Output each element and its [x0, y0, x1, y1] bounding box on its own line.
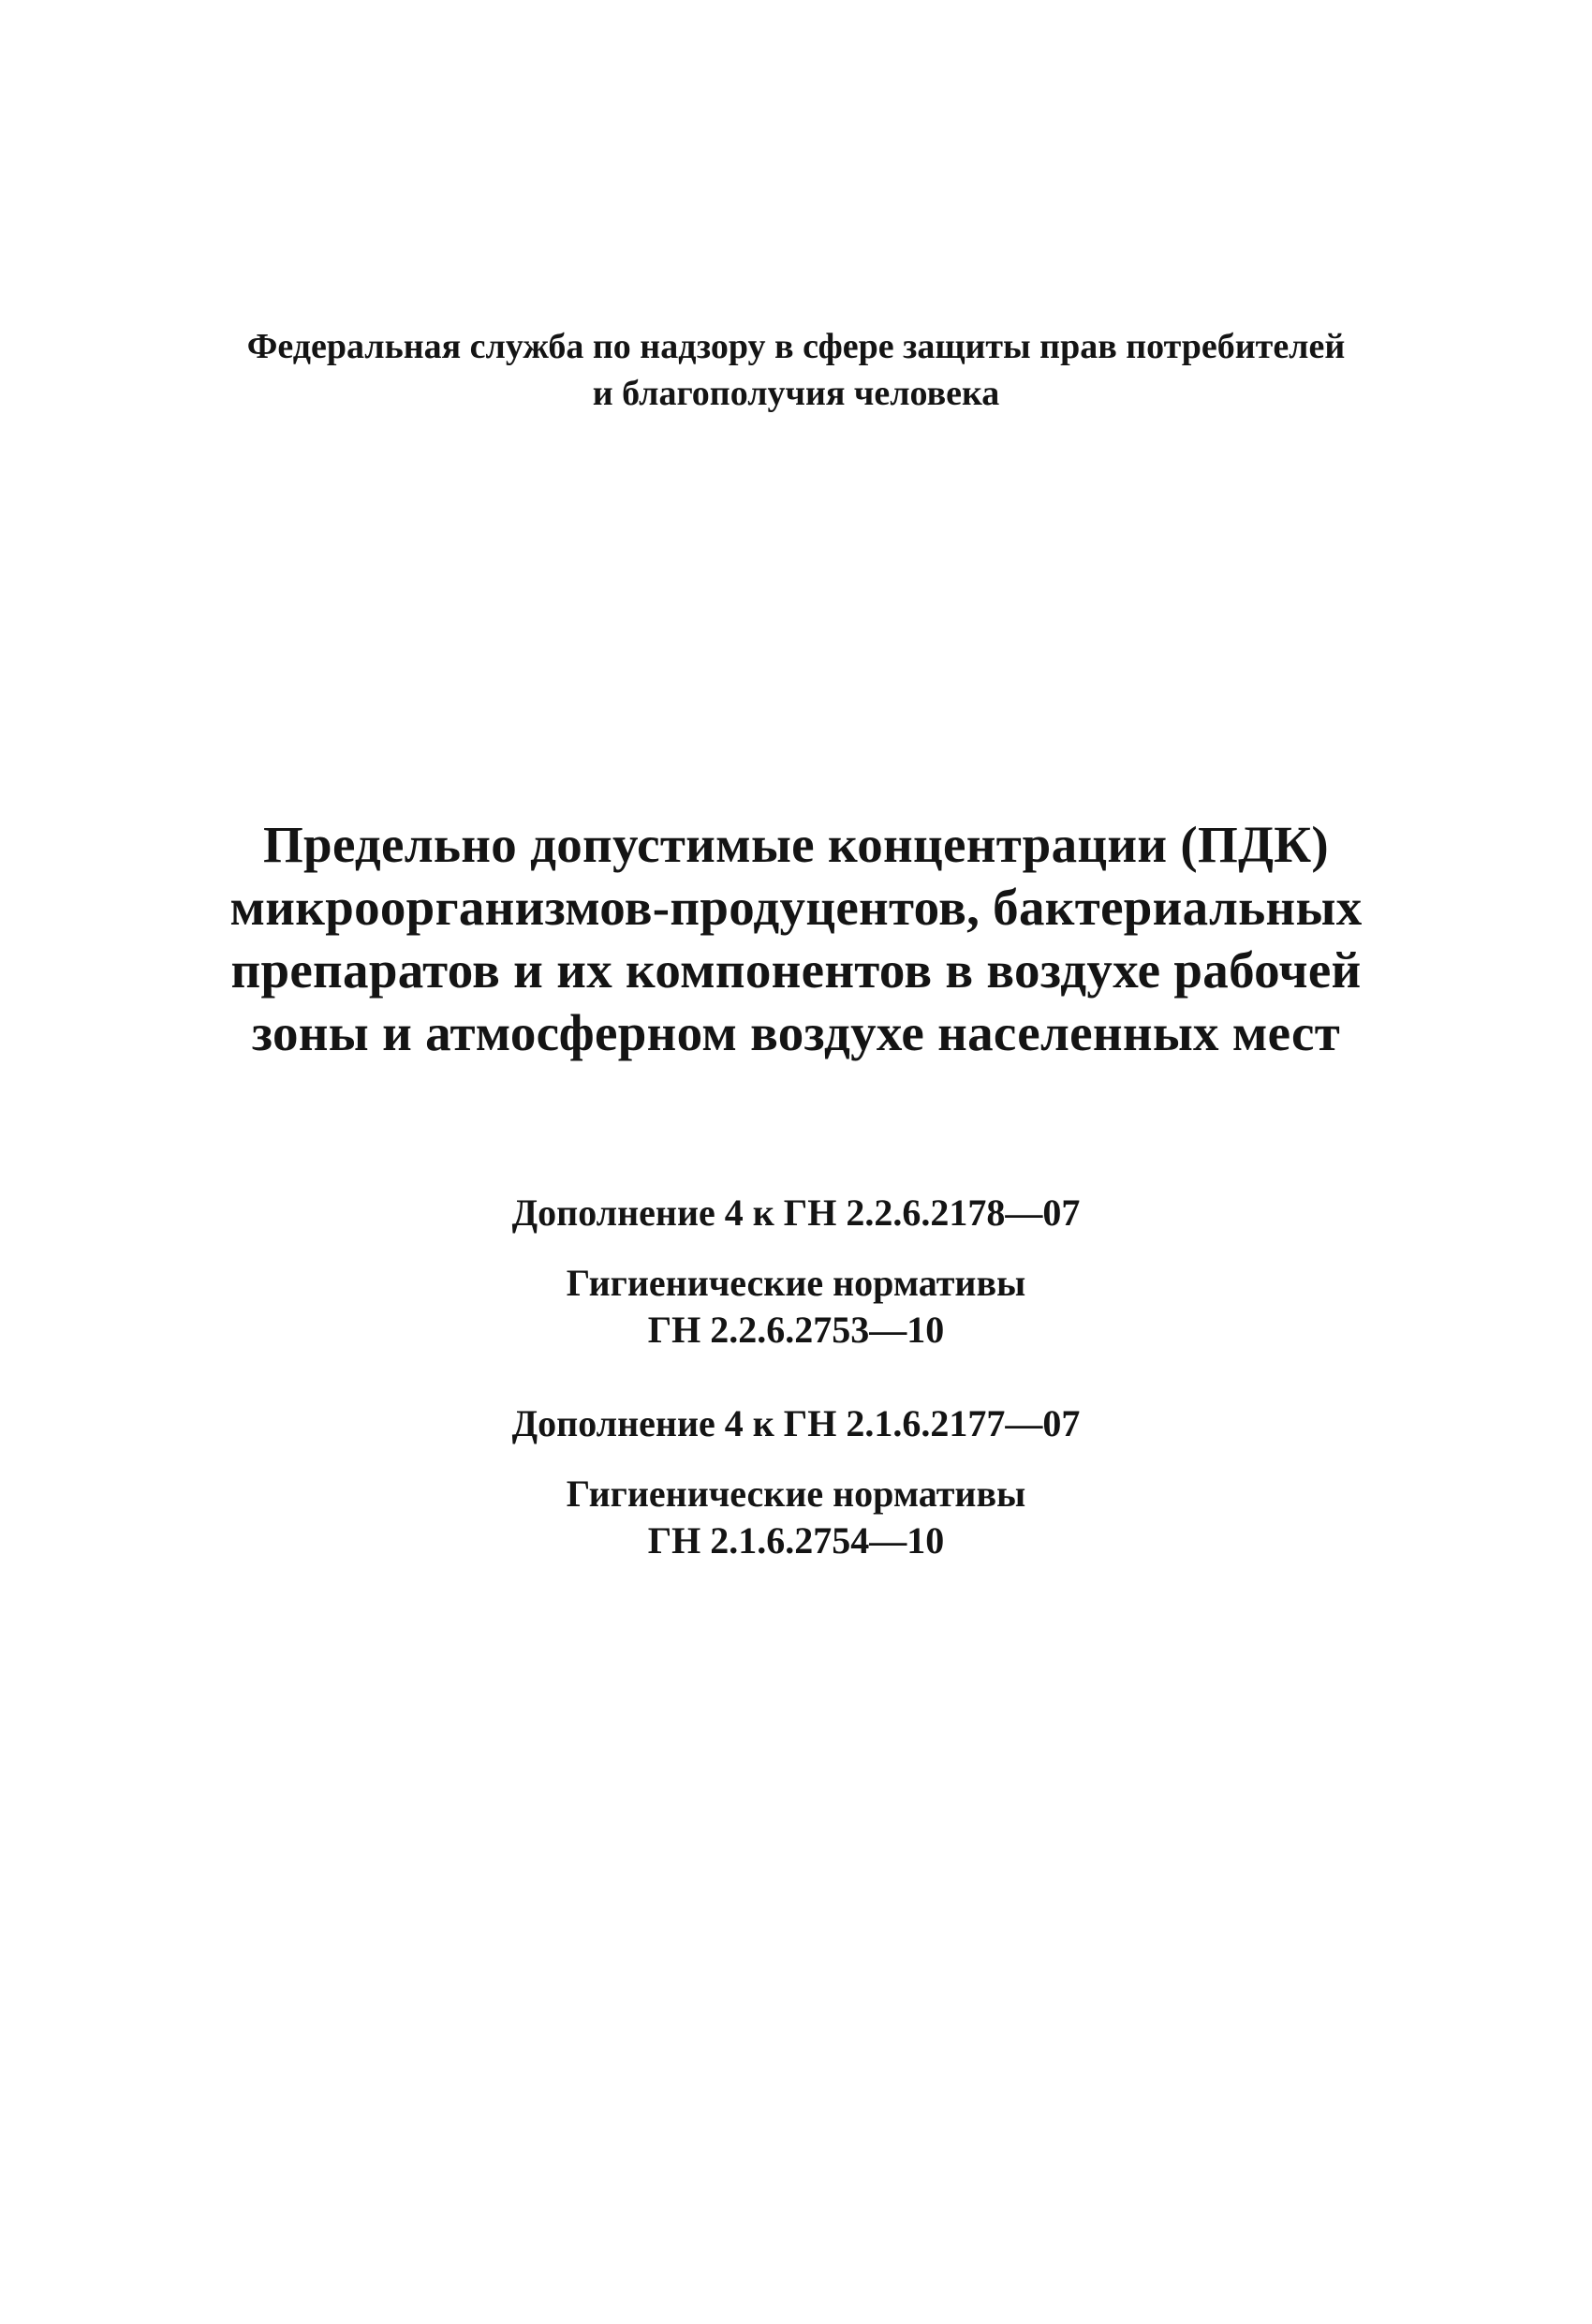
title-line-3: препаратов и их компонентов в воздухе рабочей: [230, 941, 1362, 999]
supplement-2: [0, 1400, 1592, 1447]
norms-2-code: ГН 2.1.6.2754—10: [647, 1519, 945, 1562]
supplement-1: [0, 1190, 1592, 1236]
agency-line-1: Федеральная служба по надзору в сфере защиты прав потребителей: [246, 327, 1346, 366]
document-title: [0, 813, 1592, 1064]
agency-line-2: и благополучия человека: [592, 374, 1000, 413]
supplement-2-text: Дополнение 4 к ГН 2.1.6.2177—07: [511, 1402, 1081, 1444]
agency-name: [0, 323, 1592, 417]
norms-1-label: Гигиенические нормативы: [566, 1262, 1026, 1304]
norms-2-label: Гигиенические нормативы: [566, 1473, 1026, 1515]
title-line-4: зоны и атмосферном воздухе населенных мест: [251, 1004, 1341, 1061]
hygienic-norms-1: [0, 1260, 1592, 1354]
supplement-1-text: Дополнение 4 к ГН 2.2.6.2178—07: [511, 1192, 1081, 1234]
title-line-1: Предельно допустимые концентрации (ПДК): [262, 816, 1330, 873]
hygienic-norms-2: [0, 1471, 1592, 1564]
title-line-2: микроорганизмов-продуцентов, бактериальных: [229, 879, 1363, 936]
norms-1-code: ГН 2.2.6.2753—10: [647, 1309, 945, 1351]
